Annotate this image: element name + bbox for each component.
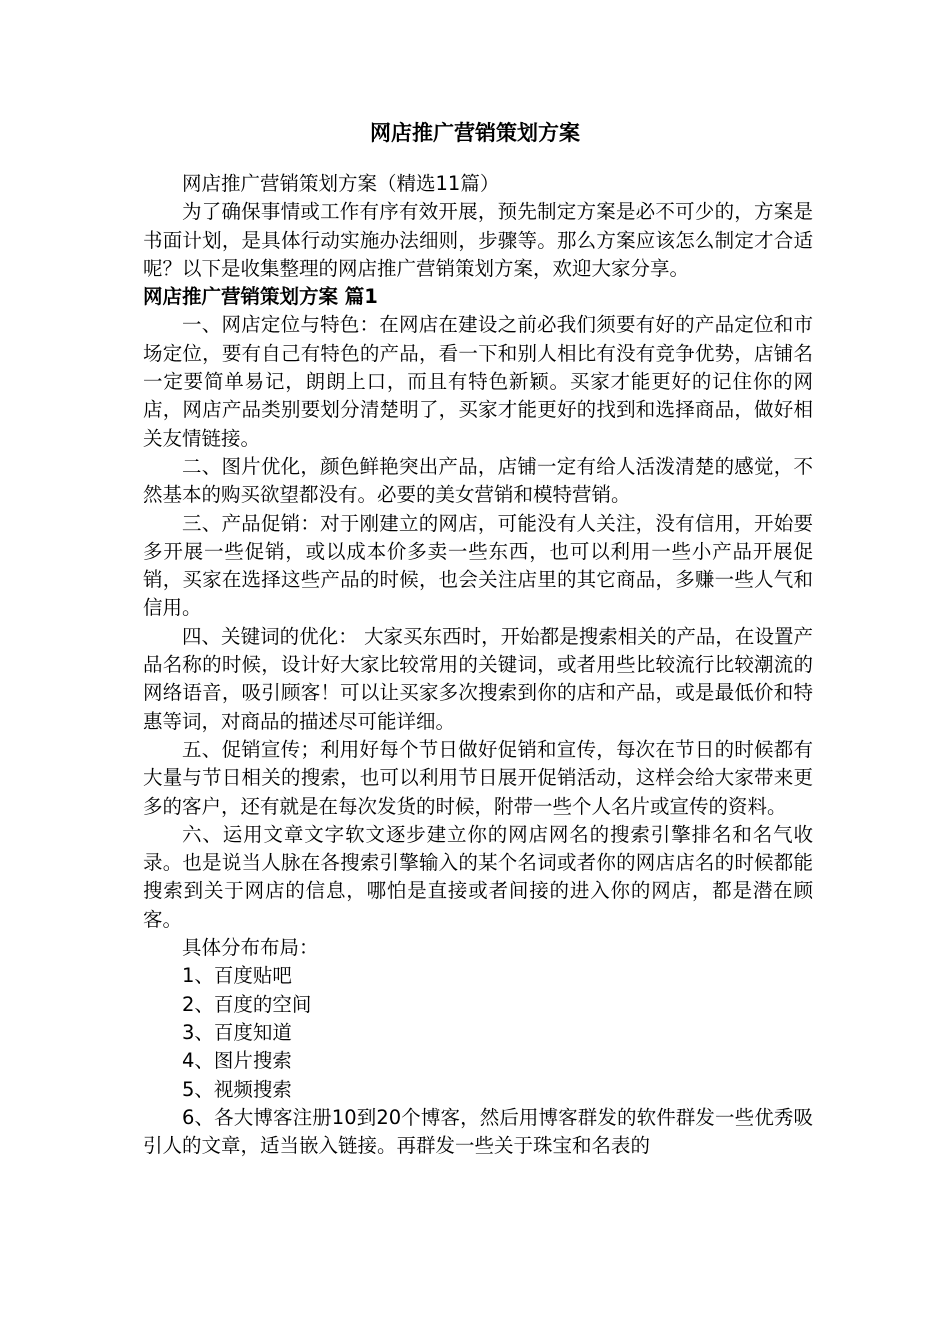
document-body — [143, 170, 813, 1160]
paragraph-soft-articles: 六、运用文章文字软文逐步建立你的网店网名的搜索引擎排名和名气收录。也是说当人脉在各搜索引擎输入的某个名词或者你的网店店名的时候都能搜索到关于网店的信息，哪怕是直接或者间接的进入你的网店，都是潜在顾客。 — [143, 822, 813, 931]
paragraph-image-optimization: 二、图片优化，颜色鲜艳突出产品，店铺一定有给人活泼清楚的感觉，不然基本的购买欲望都没有。必要的美女营销和模特营销。 — [143, 454, 813, 507]
section-heading: 网店推广营销策划方案 篇1 — [143, 285, 378, 309]
list-item: 5、视频搜索 — [182, 1077, 292, 1101]
list-intro: 具体分布布局： — [182, 936, 319, 960]
document-subtitle: 网店推广营销策划方案（精选11篇） — [182, 172, 500, 195]
paragraph-promotion-publicity: 五、促销宣传；利用好每个节日做好促销和宣传，每次在节日的时候都有大量与节日相关的搜索，也可以利用节日展开促销活动，这样会给大家带来更多的客户，还有就是在每次发货的时候，附带一些个人名片或宣传的资料。 — [143, 737, 813, 818]
list-item: 4、图片搜索 — [182, 1049, 292, 1073]
list-item: 1、百度贴吧 — [182, 964, 292, 988]
paragraph-positioning: 一、网店定位与特色：在网店在建设之前必我们须要有好的产品定位和市场定位，要有自己有特色的产品，看一下和别人相比有没有竞争优势，店铺名一定要简单易记，朗朗上口，而且有特色新颖。买家才能更好的记住你的网店，网店产品类别要划分清楚明了，买家才能更好的找到和选择商品，做好相关友情链接。 — [143, 313, 813, 450]
list-item: 2、百度的空间 — [182, 992, 312, 1016]
paragraph-product-promotion: 三、产品促销：对于刚建立的网店，可能没有人关注，没有信用，开始要多开展一些促销，或以成本价多卖一些东西，也可以利用一些小产品开展促销，买家在选择这些产品的时候，也会关注店里的其它商品，多赚一些人气和信用。 — [143, 511, 813, 620]
paragraph-blogs: 6、各大博客注册10到20个博客，然后用博客群发的软件群发一些优秀吸引人的文章，适当嵌入链接。再群发一些关于珠宝和名表的 — [143, 1105, 813, 1158]
intro-paragraph: 为了确保事情或工作有序有效开展，预先制定方案是必不可少的，方案是书面计划，是具体行动实施办法细则，步骤等。那么方案应该怎么制定才合适呢？以下是收集整理的网店推广营销策划方案，欢迎大家分享。 — [143, 200, 813, 280]
list-item: 3、百度知道 — [182, 1020, 292, 1044]
document-title: 网店推广营销策划方案 — [370, 121, 580, 145]
paragraph-keyword-optimization: 四、关键词的优化： 大家买东西时，开始都是搜索相关的产品，在设置产品名称的时候，设计好大家比较常用的关键词，或者用些比较流行比较潮流的网络语音，吸引顾客！可以让买家多次搜索到你的店和产品，或是最低价和特惠等词，对商品的描述尽可能详细。 — [143, 624, 813, 733]
